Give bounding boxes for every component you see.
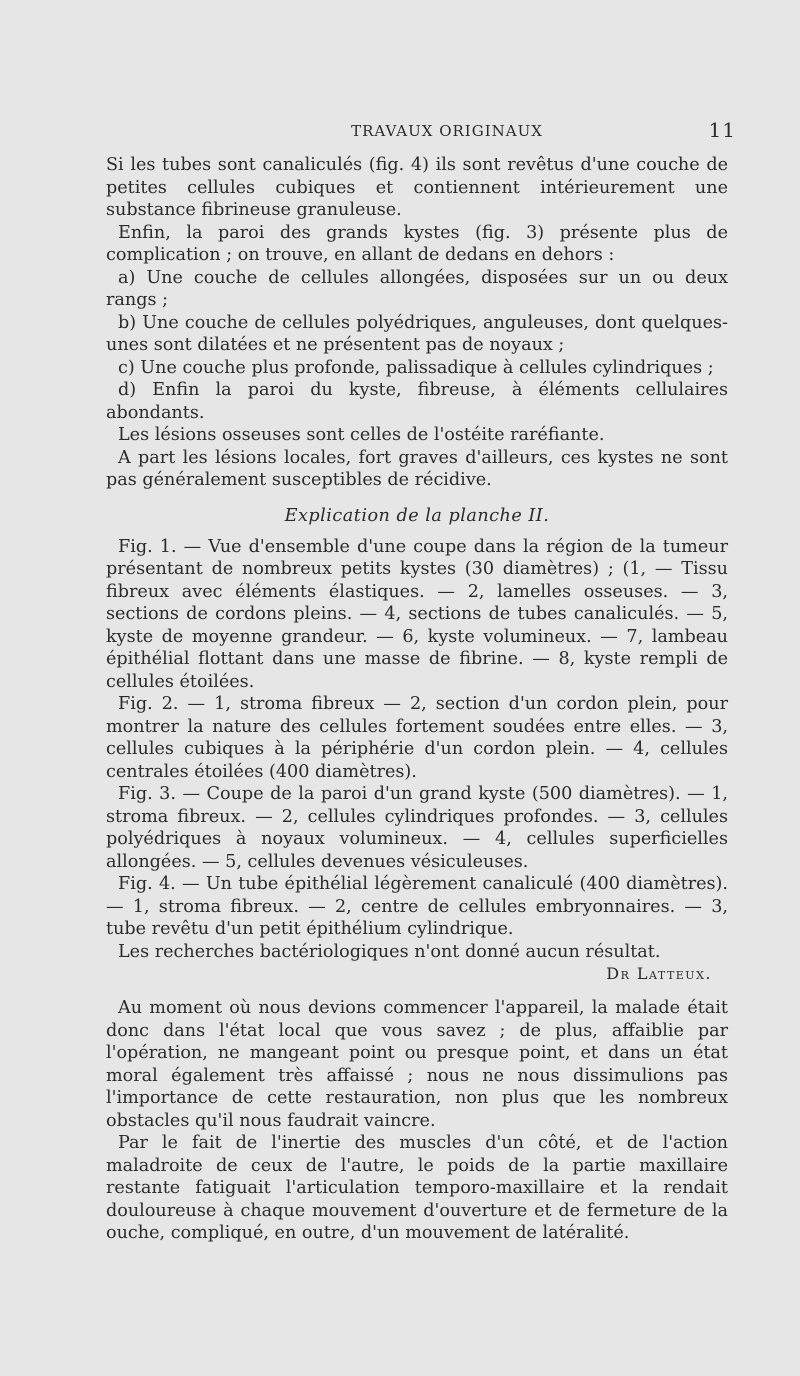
figure-caption-1: Fig. 1. — Vue d'ensemble d'une coupe dans la région de la tumeur présentant de nombreux petits kystes (30 diamètres) ; (1, — Tissu fibreux avec éléments élastiques. — 2, lamelles osseuses. — 3, sections de cordons pleins. — 4, sections de tubes canaliculés. — 5, kyste de moyenne grandeur. — 6, kyste volumineux. — 7, lambeau épithélial flottant dans une masse de fibrine. — 8, kyste rempli de cellules étoilées.: [106, 536, 728, 692]
list-item-c: c) Une couche plus profonde, palissadique à cellules cylindriques ;: [118, 357, 714, 378]
list-item-a: a) Une couche de cellules allongées, disposées sur un ou deux rangs ;: [106, 267, 728, 310]
paragraph-appareil: Au moment où nous devions commencer l'appareil, la malade était donc dans l'état local que vous savez ; de plus, affaiblie par l'opération, ne mangeant point ou presque point, et dans un état moral également très affaissé ; nous ne nous dissimulions pas l'importance de cette restauration, non plus que les nombreux obstacles qu'il nous faudrait vaincre.: [106, 998, 728, 1131]
paragraph-recidive: A part les lésions locales, fort graves d'ailleurs, ces kystes ne sont pas généralement susceptibles de récidive.: [106, 447, 728, 490]
list-item-d: d) Enfin la paroi du kyste, fibreuse, à éléments cellulaires abondants.: [106, 380, 728, 423]
paragraph-lesions-osseuses: Les lésions osseuses sont celles de l'ostéite raréfiante.: [118, 425, 605, 445]
running-title: TRAVAUX ORIGINAUX: [351, 122, 543, 140]
list-item-b: b) Une couche de cellules polyédriques, anguleuses, dont quelques-unes sont dilatées et ne présentent pas de noyaux ;: [106, 312, 728, 355]
author-signature: Dr Latteux.: [606, 964, 712, 983]
figure-caption-4: Fig. 4. — Un tube épithélial légèrement canaliculé (400 diamètres). — 1, stroma fibreux. — 2, centre de cellules embryonnaires. — 3, tube revêtu d'un petit épithélium cylindrique.: [106, 874, 728, 939]
running-head: [106, 118, 736, 154]
paragraph-bacteriologie: Les recherches bactériologiques n'ont donné aucun résultat.: [118, 941, 661, 962]
plate-explanation-title: Explication de la planche II.: [284, 505, 550, 526]
figure-caption-3: Fig. 3. — Coupe de la paroi d'un grand kyste (500 diamètres). — 1, stroma fibreux. — 2, cellules cylindriques profondes. — 3, cellules polyédriques à noyaux volumineux. — 4, cellules superficielles allongées. — 5, cellules devenues vésiculeuses.: [106, 784, 728, 872]
page-number: 11: [708, 118, 736, 142]
paragraph-tubes: Si les tubes sont canaliculés (fig. 4) ils sont revêtus d'une couche de petites cellules cubiques et contiennent intérieurement une substance fibrineuse granuleuse.: [106, 155, 728, 220]
paragraph-inertie: Par le fait de l'inertie des muscles d'un côté, et de l'action maladroite de ceux de l'autre, le poids de la partie maxillaire restante fatiguait l'articulation temporo-maxillaire et la rendait douloureuse à chaque mouvement d'ouverture et de fermeture de la ouche, compliqué, en outre, d'un mouvement de latéralité.: [106, 1133, 728, 1243]
figure-caption-2: Fig. 2. — 1, stroma fibreux — 2, section d'un cordon plein, pour montrer la nature des cellules fortement soudées entre elles. — 3, cellules cubiques à la périphérie d'un cordon plein. — 4, cellules centrales étoilées (400 diamètres).: [106, 694, 728, 782]
paragraph-paroi: Enfin, la paroi des grands kystes (fig. 3) présente plus de complication ; on trouve, en allant de dedans en dehors :: [106, 222, 728, 265]
